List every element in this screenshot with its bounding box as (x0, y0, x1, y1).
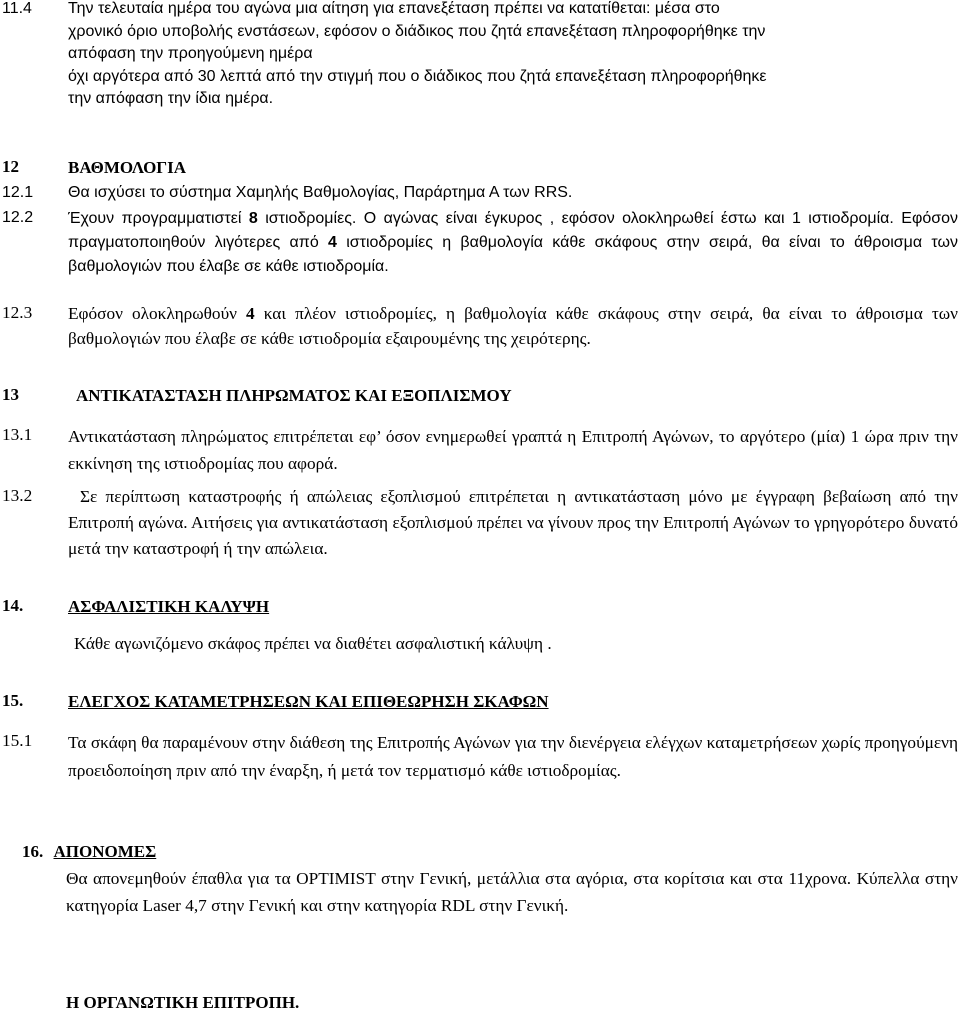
section-number: 13 (2, 385, 19, 404)
section-title: ΕΛΕΓΧΟΣ ΚΑΤΑΜΕΤΡΗΣΕΩΝ ΚΑΙ ΕΠΙΘΕΩΡΗΣΗ ΣΚΑΦΩΝ (68, 692, 549, 711)
section-14-body (0, 632, 960, 656)
section-11-4 (0, 0, 960, 111)
text-line: Την τελευταία ημέρα του αγώνα μια αίτηση για επανεξέταση πρέπει να κατατίθεται: μέσα στο (68, 0, 720, 17)
text-run: ιστιοδρομίες. Ο αγώνας είναι έγκυρος , εφόσον ολοκληρωθεί έστω και 1 ιστιοδρομία. Εφόσον πραγματοποιηθούν λιγότερες από (68, 210, 959, 251)
clause-text: Θα ισχύσει το σύστημα Χαμηλής Βαθμολογίας, Παράρτημα Α των RRS. (68, 184, 573, 201)
section-12-heading (0, 157, 960, 180)
section-title: ΑΠΟΝΟΜΕΣ (53, 842, 157, 861)
section-16-body (66, 865, 958, 919)
clause-text: Τα σκάφη θα παραμένουν στην διάθεση της Επιτροπής Αγώνων για την διενέργεια ελέγχων καταμετρήσεων χωρίς προηγούμενη προειδοποίηση πριν από την έναρξη, ή μετά τον τερματισμό κάθε ιστιοδρομίας. (68, 733, 958, 780)
section-14-heading (0, 596, 960, 619)
text-run: και πλέον ιστιοδρομίες, η βαθμολογία κάθε σκάφους στην σειρά, θα είναι το άθροισμα των βαθμολογιών που έλαβε σε κάθε ιστιοδρομία εξαιρουμένης της χειρότερης. (68, 304, 958, 348)
clause-number: 15.1 (2, 731, 33, 750)
clause-number: 13.2 (2, 486, 33, 505)
clause-text: Αντικατάσταση πληρώματος επιτρέπεται εφ’ όσον ενημερωθεί γραπτά η Επιτροπή Αγώνων, το αργότερο (μία) 1 ώρα πριν την εκκίνηση της ιστιοδρομίας που αφορά. (68, 427, 958, 473)
clause-number: 12.2 (2, 209, 34, 226)
text-run-bold: 4 (246, 304, 255, 323)
signature: Η ΟΡΓΑΝΩΤΙΚΗ ΕΠΙΤΡΟΠΗ. (66, 993, 300, 1012)
text-run-bold: 8 (248, 210, 258, 227)
section-text: Κάθε αγωνιζόμενο σκάφος πρέπει να διαθέτει ασφαλιστική κάλυψη . (74, 634, 552, 653)
section-title: ΑΣΦΑΛΙΣΤΙΚΗ ΚΑΛΥΨΗ (68, 597, 270, 616)
clause-12-1 (0, 182, 960, 205)
text-run-bold: 4 (328, 234, 337, 251)
clause-number: 13.1 (2, 425, 33, 444)
clause-text: Σε περίπτωση καταστροφής ή απώλειας εξοπλισμού επιτρέπεται η αντικατάσταση μόνο με έγγραφη βεβαίωση από την Επιτροπή αγώνα. Αιτήσεις για αντικατάσταση εξοπλισμού πρέπει να γίνουν προς την Επιτροπή Αγώνων το γρηγορότερο δυνατό μετά την καταστροφή ή την απώλεια. (68, 487, 958, 558)
clause-number: 12.3 (2, 303, 33, 322)
section-number: 14. (2, 596, 24, 615)
clause-text (68, 0, 960, 111)
clause-number: 12.1 (2, 184, 34, 201)
signature-line (66, 993, 960, 1013)
clause-12-2 (0, 207, 960, 279)
clause-15-1 (0, 729, 960, 785)
section-title: ΑΝΤΙΚΑΤΑΣΤΑΣΗ ΠΛΗΡΩΜΑΤΟΣ ΚΑΙ ΕΞΟΠΛΙΣΜΟΥ (76, 386, 512, 405)
section-title: ΒΑΘΜΟΛΟΓΙΑ (68, 158, 187, 177)
section-number: 12 (2, 157, 19, 176)
text-line: χρονικό όριο υποβολής ενστάσεων, εφόσον ο διάδικος που ζητά επανεξέταση πληροφορήθηκε την (68, 22, 766, 40)
clause-text (68, 207, 960, 279)
section-number: 15. (2, 691, 24, 710)
clause-13-2 (0, 484, 960, 562)
clause-13-1 (0, 423, 960, 477)
text-run: ιστιοδρομίες η βαθμολογία κάθε σκάφους στην σειρά, θα είναι το άθροισμα των βαθμολογιών που έλαβε σε κάθε ιστιοδρομία. (68, 234, 959, 275)
text-line: την απόφαση την ίδια ημέρα. (68, 90, 274, 107)
text-line: απόφαση την προηγούμενη ημέρα (68, 45, 313, 62)
section-text: Θα απονεμηθούν έπαθλα για τα OPTIMIST στην Γενική, μετάλλια στα αγόρια, στα κορίτσια και στα 11χρονα. Κύπελλα στην κατηγορία Laser 4,7 στην Γενική και στην κατηγορία RDL στην Γενική. (66, 869, 958, 915)
section-13-heading (0, 385, 960, 408)
clause-number: 11.4 (2, 0, 32, 17)
text-run: Έχουν προγραμματιστεί (68, 210, 249, 227)
section-15-heading (0, 691, 960, 714)
clause-text (68, 301, 960, 351)
text-line: όχι αργότερα από 30 λεπτά από την στιγμή που ο διάδικος που ζητά επανεξέταση πληροφορήθηκε (68, 67, 767, 85)
text-run: Εφόσον ολοκληρωθούν (68, 304, 247, 323)
section-16-heading (22, 842, 960, 862)
clause-12-3 (0, 301, 960, 351)
section-number: 16. (22, 842, 44, 861)
